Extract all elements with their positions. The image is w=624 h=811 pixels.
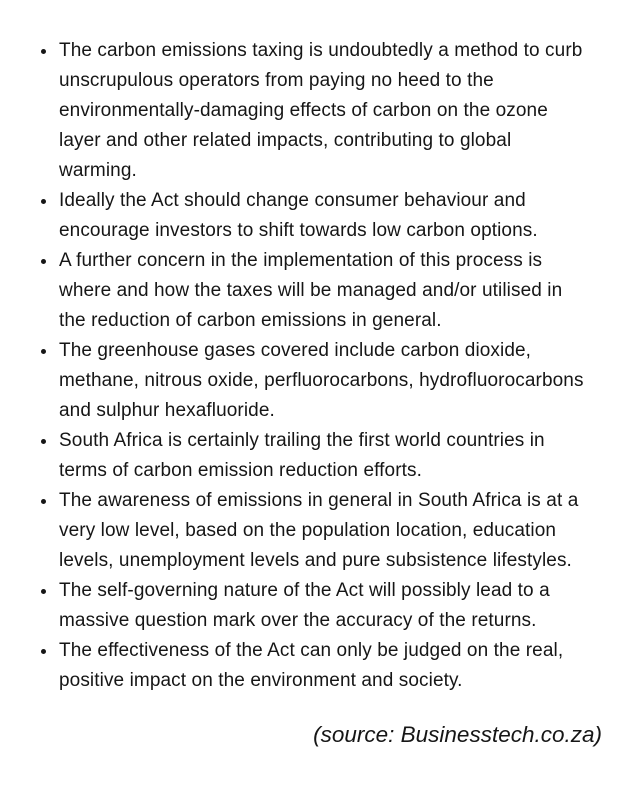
bullet-list	[40, 36, 602, 696]
list-item: • The carbon emissions taxing is undoubtedly a method to curb unscrupulous operators from paying no heed to the environmentally-damaging effects of carbon on the ozone layer and other related impacts, contributing to global warming.	[58, 36, 594, 186]
list-item: • Ideally the Act should change consumer behaviour and encourage investors to shift towards low carbon options.	[58, 186, 594, 246]
list-item: • South Africa is certainly trailing the first world countries in terms of carbon emission reduction efforts.	[58, 426, 594, 486]
source-attribution: (source: Businesstech.co.za)	[313, 722, 602, 747]
list-item: • The awareness of emissions in general in South Africa is at a very low level, based on the population location, education levels, unemployment levels and pure subsistence lifestyles.	[58, 486, 594, 576]
list-item: • The effectiveness of the Act can only be judged on the real, positive impact on the environment and society.	[58, 636, 594, 696]
list-item: • The greenhouse gases covered include carbon dioxide, methane, nitrous oxide, perfluorocarbons, hydrofluorocarbons and sulphur hexafluoride.	[58, 336, 594, 426]
list-item: • A further concern in the implementation of this process is where and how the taxes will be managed and/or utilised in the reduction of carbon emissions in general.	[58, 246, 594, 336]
list-item: • The self-governing nature of the Act will possibly lead to a massive question mark over the accuracy of the returns.	[58, 576, 594, 636]
